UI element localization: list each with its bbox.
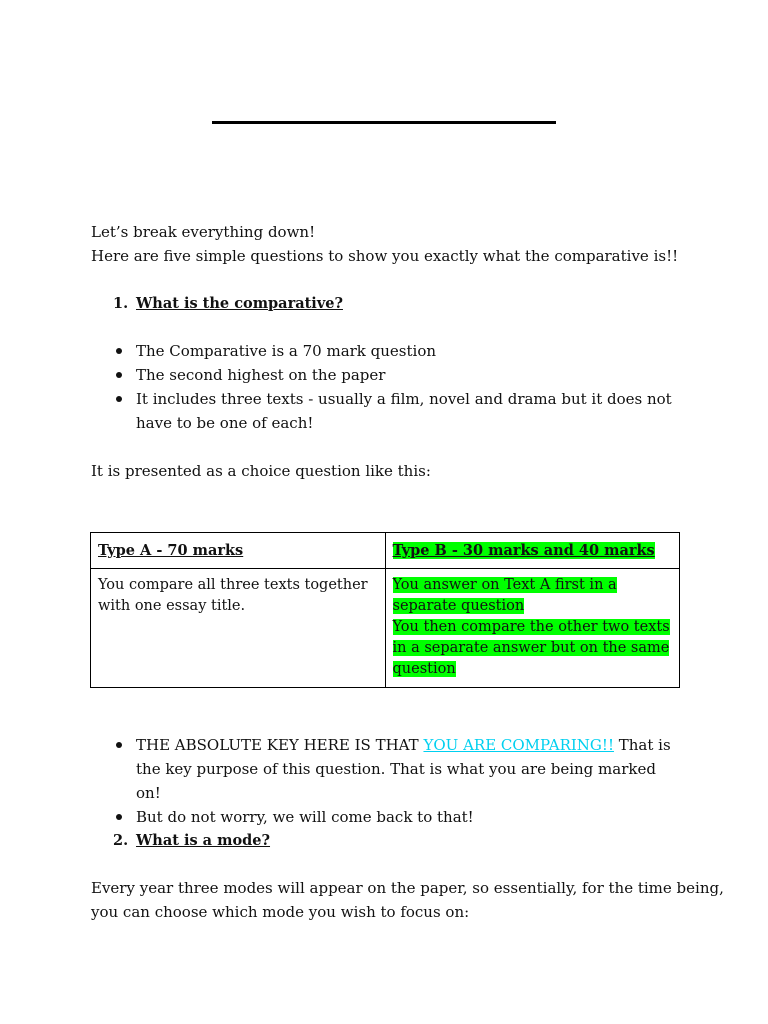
- key-text-before: THE ABSOLUTE KEY HERE IS THAT: [136, 736, 424, 754]
- type-b-line: question: [392, 661, 456, 677]
- choice-intro: It is presented as a choice question like this:: [91, 462, 431, 480]
- type-b-header: Type B - 30 marks and 40 marks: [392, 542, 655, 559]
- type-b-line: You answer on Text A first in a: [392, 577, 617, 593]
- section-2-heading: [113, 829, 270, 853]
- key-points-list: [91, 733, 681, 829]
- intro-line-2: Here are five simple questions to show you exactly what the comparative is!!: [91, 247, 679, 265]
- section-2-body-line-2: you can choose which mode you wish to focus on:: [91, 903, 470, 921]
- comparing-emphasis: YOU ARE COMPARING!!: [423, 736, 614, 754]
- comparative-facts-list: [91, 339, 681, 435]
- type-comparison-table: [90, 532, 680, 688]
- key-text-after: That is the key purpose of this question. That is what you are being marked on!: [136, 736, 671, 802]
- table-header-row: [91, 533, 680, 569]
- list-item: It includes three texts - usually a film, novel and drama but it does not have to be one of each!: [91, 387, 681, 435]
- section-1-heading: [113, 292, 343, 316]
- list-item: But do not worry, we will come back to that!: [91, 805, 681, 829]
- table-cell: [385, 569, 680, 688]
- type-b-line: separate question: [392, 598, 525, 614]
- table-header-cell: [385, 533, 680, 569]
- type-b-line: in a separate answer but on the same: [392, 640, 670, 656]
- section-1-number: 1.: [113, 295, 129, 312]
- list-item: The second highest on the paper: [91, 363, 681, 387]
- table-cell: [91, 569, 386, 688]
- type-b-line: You then compare the other two texts: [392, 619, 670, 635]
- list-item: The Comparative is a 70 mark question: [91, 339, 681, 363]
- section-2-body-line-1: Every year three modes will appear on the paper, so essentially, for the time being,: [91, 879, 724, 897]
- section-1-title: What is the comparative?: [136, 295, 343, 312]
- list-item: [91, 733, 681, 805]
- type-a-header: Type A - 70 marks: [98, 542, 244, 559]
- section-2-number: 2.: [113, 832, 129, 849]
- section-2-title: What is a mode?: [136, 832, 271, 849]
- type-a-description: You compare all three texts together with one essay title.: [98, 577, 368, 614]
- table-row: [91, 569, 680, 688]
- title-rule: [212, 121, 556, 124]
- intro-line-1: Let’s break everything down!: [91, 223, 316, 241]
- table-header-cell: [91, 533, 386, 569]
